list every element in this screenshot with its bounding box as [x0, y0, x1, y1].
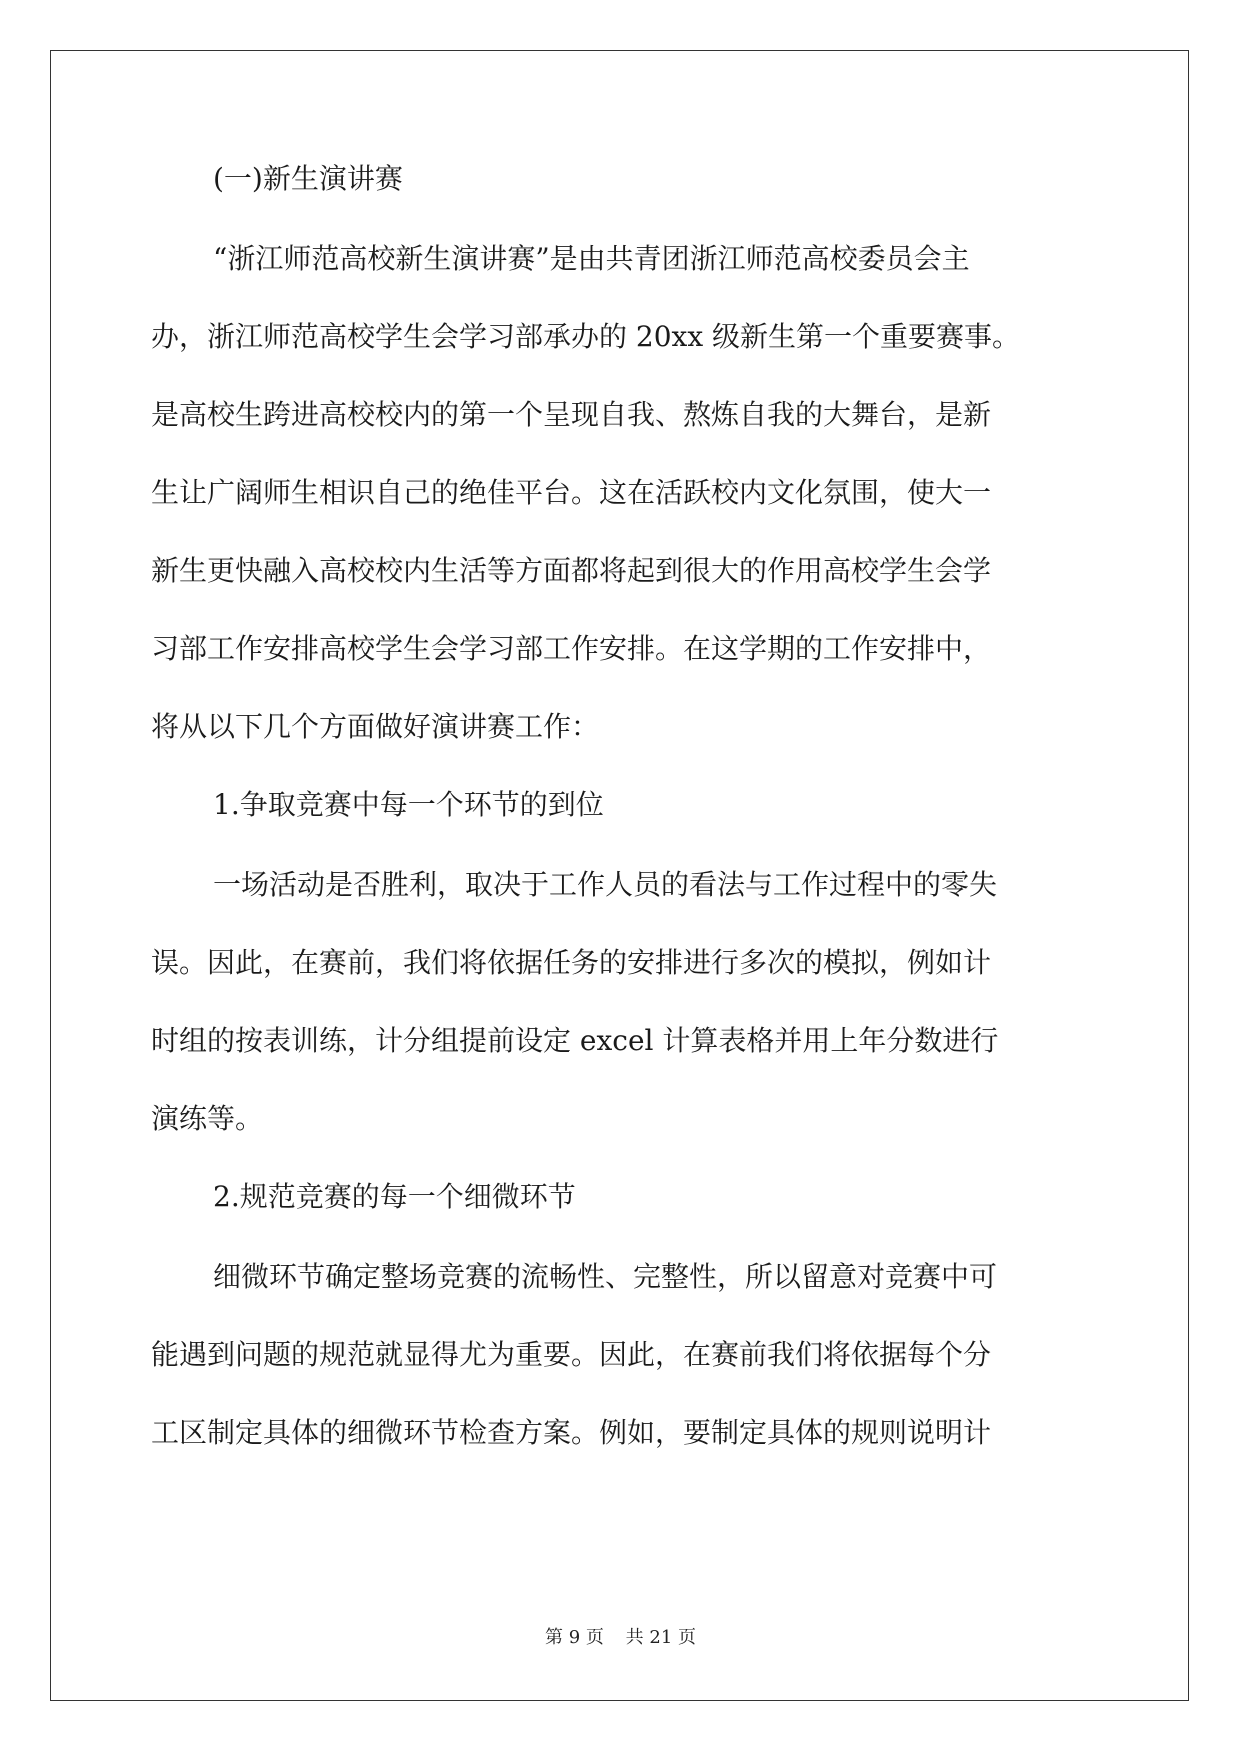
- paragraph-line: 工区制定具体的细微环节检查方案。例如，要制定具体的规则说明计: [151, 1416, 992, 1449]
- paragraph-line: 一场活动是否胜利，取决于工作人员的看法与工作过程中的零失: [213, 868, 998, 901]
- paragraph-line: 新生更快融入高校校内生活等方面都将起到很大的作用高校学生会学: [151, 554, 992, 587]
- paragraph-line: 办，浙江师范高校学生会学习部承办的 20xx 级新生第一个重要赛事。: [151, 320, 1021, 353]
- paragraph-line: 细微环节确定整场竞赛的流畅性、完整性，所以留意对竞赛中可: [213, 1260, 998, 1293]
- paragraph-item2: [151, 1238, 1091, 1472]
- page-number: 第 9 页: [545, 1627, 604, 1648]
- paragraph-line: 将从以下几个方面做好演讲赛工作：: [151, 710, 600, 743]
- paragraph-line: 演练等。: [151, 1102, 264, 1135]
- section-heading: (一)新生演讲赛: [213, 162, 403, 195]
- paragraph-line: 生让广阔师生相识自己的绝佳平台。这在活跃校内文化氛围，使大一: [151, 476, 992, 509]
- paragraph-line: 能遇到问题的规范就显得尤为重要。因此，在赛前我们将依据每个分: [151, 1338, 992, 1371]
- page-total: 共 21 页: [625, 1627, 696, 1648]
- paragraph-line: 是高校生跨进高校校内的第一个呈现自我、熬炼自我的大舞台，是新: [151, 398, 992, 431]
- paragraph-line: 时组的按表训练，计分组提前设定 excel 计算表格并用上年分数进行: [151, 1024, 999, 1057]
- paragraph-line: 习部工作安排高校学生会学习部工作安排。在这学期的工作安排中，: [151, 632, 992, 665]
- paragraph-line: 误。因此，在赛前，我们将依据任务的安排进行多次的模拟，例如计: [151, 946, 992, 979]
- paragraph-line: “浙江师范高校新生演讲赛”是由共青团浙江师范高校委员会主: [213, 242, 970, 275]
- paragraph-item1: [151, 846, 1091, 1158]
- paragraph-intro: [151, 220, 1091, 766]
- item1-heading: 1.争取竞赛中每一个环节的到位: [213, 788, 604, 821]
- document-body: [151, 160, 1091, 1472]
- item2-heading: 2.规范竞赛的每一个细微环节: [213, 1180, 576, 1213]
- page-footer: [0, 1626, 1241, 1650]
